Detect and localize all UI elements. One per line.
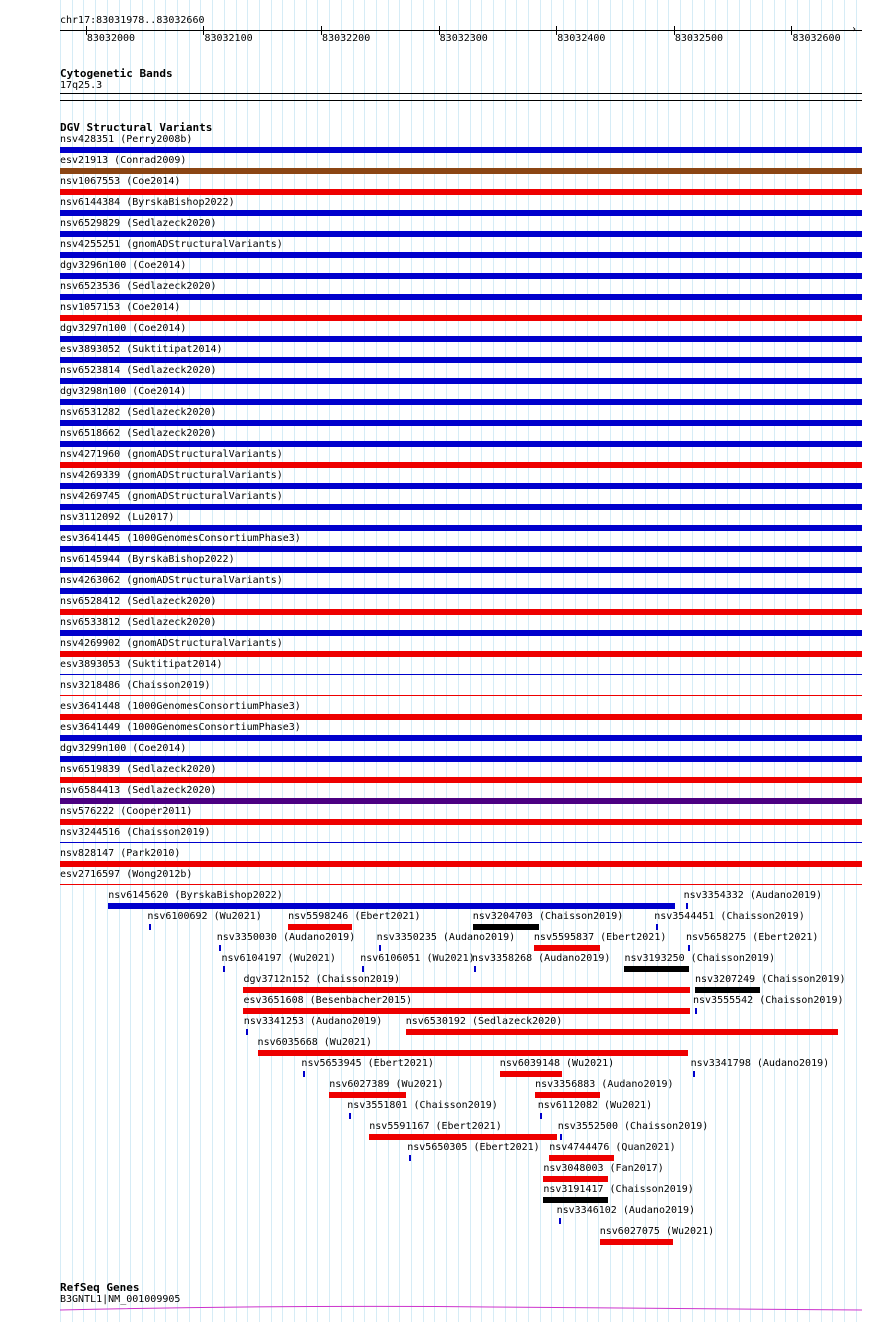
refseq-gene-label[interactable]: B3GNTL1|NM_001009905	[60, 1294, 181, 1305]
dgv-variant-bar[interactable]	[108, 903, 675, 909]
dgv-variant-bar[interactable]	[60, 147, 862, 153]
cytoband-bar-top	[60, 93, 862, 94]
dgv-variant-bar[interactable]	[303, 1071, 305, 1077]
dgv-variant-label[interactable]: esv21913 (Conrad2009)	[60, 155, 187, 166]
dgv-variant-label[interactable]: nsv6039148 (Wu2021)	[499, 1058, 615, 1069]
dgv-variant-bar[interactable]	[695, 1008, 697, 1014]
dgv-variant-bar[interactable]	[288, 924, 352, 930]
dgv-variant-label[interactable]: nsv3350235 (Audano2019)	[376, 932, 516, 943]
dgv-variant-bar[interactable]	[60, 567, 862, 573]
dgv-variant-bar[interactable]	[540, 1113, 542, 1119]
gridline	[364, 0, 365, 1322]
dgv-variant-label[interactable]: nsv1067553 (Coe2014)	[60, 176, 181, 187]
dgv-variant-bar[interactable]	[60, 315, 862, 321]
dgv-variant-label[interactable]: nsv5591167 (Ebert2021)	[369, 1121, 502, 1132]
dgv-variant-bar[interactable]	[60, 231, 862, 237]
dgv-variant-label[interactable]: nsv3218486 (Chaisson2019)	[60, 680, 211, 691]
gridline	[774, 0, 775, 1322]
ruler-range-label: chr17:83031978..83032660	[60, 15, 205, 26]
gridline	[341, 0, 342, 1322]
ruler-tick-label: 83032000	[86, 33, 136, 44]
dgv-variant-label[interactable]: nsv4744476 (Quan2021)	[549, 1142, 676, 1153]
dgv-variant-label[interactable]: nsv3544451 (Chaisson2019)	[654, 911, 805, 922]
dgv-variant-bar[interactable]	[60, 842, 862, 843]
dgv-variant-label[interactable]: nsv1057153 (Coe2014)	[60, 302, 181, 313]
dgv-variant-label[interactable]: nsv576222 (Cooper2011)	[60, 806, 193, 817]
dgv-variant-bar[interactable]	[60, 210, 862, 216]
dgv-variant-label[interactable]: nsv5598246 (Ebert2021)	[288, 911, 421, 922]
dgv-variant-label[interactable]: dgv3296n100 (Coe2014)	[60, 260, 187, 271]
dgv-variant-label[interactable]: nsv6144384 (ByrskaBishop2022)	[60, 197, 235, 208]
dgv-variant-bar[interactable]	[60, 504, 862, 510]
dgv-variant-label[interactable]: nsv828147 (Park2010)	[60, 848, 181, 859]
dgv-variant-label[interactable]: nsv6027389 (Wu2021)	[329, 1079, 444, 1090]
dgv-variant-bar[interactable]	[474, 966, 476, 972]
dgv-variant-bar[interactable]	[60, 252, 862, 258]
dgv-variant-label[interactable]: nsv4263062 (gnomADStructuralVariants)	[60, 575, 283, 586]
gridline	[832, 0, 833, 1322]
dgv-variant-bar[interactable]	[60, 609, 862, 615]
dgv-variant-label[interactable]: nsv5653945 (Ebert2021)	[301, 1058, 434, 1069]
dgv-variant-bar[interactable]	[60, 357, 862, 363]
dgv-variant-bar[interactable]	[60, 861, 862, 867]
dgv-variant-label[interactable]: esv2716597 (Wong2012b)	[60, 869, 193, 880]
dgv-variant-label[interactable]: esv3893053 (Suktitipat2014)	[60, 659, 223, 670]
dgv-variant-label[interactable]: nsv3112092 (Lu2017)	[60, 512, 175, 523]
dgv-variant-label[interactable]: esv3893052 (Suktitipat2014)	[60, 344, 223, 355]
dgv-variant-bar[interactable]	[60, 189, 862, 195]
dgv-variant-label[interactable]: nsv6519839 (Sedlazeck2020)	[60, 764, 217, 775]
dgv-variant-label[interactable]: nsv3193250 (Chaisson2019)	[624, 953, 775, 964]
dgv-variant-label[interactable]: nsv3555542 (Chaisson2019)	[693, 995, 844, 1006]
dgv-variant-label[interactable]: nsv6529829 (Sedlazeck2020)	[60, 218, 217, 229]
dgv-variant-label[interactable]: nsv6035668 (Wu2021)	[257, 1037, 372, 1048]
dgv-variant-label[interactable]: nsv6027075 (Wu2021)	[599, 1226, 715, 1237]
dgv-variant-bar[interactable]	[369, 1134, 557, 1140]
dgv-variant-bar[interactable]	[500, 1071, 562, 1077]
gridline	[727, 0, 728, 1322]
dgv-variant-label[interactable]: nsv5658275 (Ebert2021)	[685, 932, 819, 943]
gridline	[739, 0, 740, 1322]
gridline	[715, 0, 716, 1322]
dgv-variant-label[interactable]: nsv6584413 (Sedlazeck2020)	[60, 785, 217, 796]
gridline	[809, 0, 810, 1322]
dgv-variant-label[interactable]: nsv3207249 (Chaisson2019)	[695, 974, 846, 985]
dgv-variant-bar[interactable]	[60, 399, 862, 405]
gridline	[750, 0, 751, 1322]
dgv-variant-label[interactable]: nsv6112082 (Wu2021)	[537, 1100, 653, 1111]
ruler-tick-label: 83032100	[204, 33, 253, 44]
dgv-variant-bar[interactable]	[60, 483, 862, 489]
dgv-variant-label[interactable]: dgv3297n100 (Coe2014)	[60, 323, 187, 334]
dgv-variant-bar[interactable]	[624, 966, 689, 972]
cytoband-bar-bottom	[60, 100, 862, 101]
dgv-variant-bar[interactable]	[60, 777, 862, 783]
dgv-variant-label[interactable]: nsv3358268 (Audano2019)	[471, 953, 611, 964]
gridline	[294, 0, 295, 1322]
dgv-variant-bar[interactable]	[60, 420, 862, 426]
dgv-track-title: DGV Structural Variants	[60, 121, 213, 134]
dgv-variant-bar[interactable]	[543, 1197, 608, 1203]
dgv-variant-label[interactable]: nsv4269902 (gnomADStructuralVariants)	[60, 638, 283, 649]
gridline	[271, 0, 272, 1322]
dgv-variant-label[interactable]: nsv6528412 (Sedlazeck2020)	[60, 596, 217, 607]
ruler-tick-label: 83032500	[674, 33, 724, 44]
gridline	[236, 0, 237, 1322]
dgv-variant-bar[interactable]	[60, 441, 862, 447]
cytoband-label[interactable]: 17q25.3	[60, 80, 103, 91]
dgv-variant-bar[interactable]	[473, 924, 539, 930]
dgv-variant-label[interactable]: dgv3712n152 (Chaisson2019)	[243, 974, 400, 985]
dgv-variant-label[interactable]: esv3641448 (1000GenomesConsortiumPhase3)	[60, 701, 301, 712]
dgv-variant-label[interactable]: nsv6523814 (Sedlazeck2020)	[60, 365, 217, 376]
gridline	[353, 0, 354, 1322]
gridline	[540, 0, 541, 1322]
dgv-variant-bar[interactable]	[409, 1155, 411, 1161]
dgv-variant-label[interactable]: nsv6530192 (Sedlazeck2020)	[405, 1016, 563, 1027]
dgv-variant-bar[interactable]	[693, 1071, 695, 1077]
dgv-variant-label[interactable]: nsv6523536 (Sedlazeck2020)	[60, 281, 217, 292]
dgv-variant-bar[interactable]	[543, 1176, 608, 1182]
dgv-variant-label[interactable]: nsv4269745 (gnomADStructuralVariants)	[60, 491, 283, 502]
dgv-variant-label[interactable]: nsv4269339 (gnomADStructuralVariants)	[60, 470, 283, 481]
dgv-variant-bar[interactable]	[60, 651, 862, 657]
gridline	[317, 0, 318, 1322]
gridline	[797, 0, 798, 1322]
ruler-tick-label: 83032300	[439, 33, 488, 44]
dgv-variant-bar[interactable]	[535, 1092, 600, 1098]
dgv-variant-label[interactable]: esv3641449 (1000GenomesConsortiumPhase3)	[60, 722, 301, 733]
ruler-tick-label: 83032200	[322, 33, 371, 44]
dgv-variant-label[interactable]: nsv6145620 (ByrskaBishop2022)	[108, 890, 283, 901]
dgv-variant-label[interactable]: nsv4255251 (gnomADStructuralVariants)	[60, 239, 283, 250]
gridline	[306, 0, 307, 1322]
gridline	[844, 0, 845, 1322]
dgv-variant-bar[interactable]	[60, 884, 862, 885]
dgv-variant-bar[interactable]	[60, 735, 862, 741]
ruler-arrow-icon: ›	[851, 24, 858, 35]
dgv-variant-label[interactable]: nsv6106051 (Wu2021)	[360, 953, 475, 964]
dgv-variant-bar[interactable]	[686, 903, 688, 909]
dgv-variant-label[interactable]: nsv3048003 (Fan2017)	[543, 1163, 664, 1174]
gridline	[762, 0, 763, 1322]
dgv-variant-bar[interactable]	[349, 1113, 351, 1119]
dgv-variant-bar[interactable]	[149, 924, 151, 930]
dgv-variant-bar[interactable]	[60, 462, 862, 468]
dgv-variant-bar[interactable]	[60, 168, 862, 174]
gridline	[528, 0, 529, 1322]
dgv-variant-bar[interactable]	[379, 945, 381, 951]
dgv-variant-bar[interactable]	[60, 273, 862, 279]
dgv-variant-bar[interactable]	[406, 1029, 839, 1035]
gridline	[282, 0, 283, 1322]
gridline	[551, 0, 552, 1322]
ruler-tick-label: 83032600	[792, 33, 841, 44]
dgv-variant-bar[interactable]	[60, 674, 862, 675]
dgv-variant-label[interactable]: nsv6518662 (Sedlazeck2020)	[60, 428, 217, 439]
dgv-variant-label[interactable]: nsv3204703 (Chaisson2019)	[472, 911, 624, 922]
gridline	[785, 0, 786, 1322]
dgv-variant-bar[interactable]	[329, 1092, 405, 1098]
dgv-variant-bar[interactable]	[60, 294, 862, 300]
gridline	[329, 0, 330, 1322]
dgv-variant-label[interactable]: nsv3350030 (Audano2019)	[216, 932, 356, 943]
dgv-variant-bar[interactable]	[246, 1029, 248, 1035]
dgv-variant-label[interactable]: nsv3244516 (Chaisson2019)	[60, 827, 211, 838]
dgv-variant-label[interactable]: esv3641445 (1000GenomesConsortiumPhase3)	[60, 533, 301, 544]
dgv-variant-bar[interactable]	[656, 924, 658, 930]
dgv-variant-label[interactable]: esv3651608 (Besenbacher2015)	[243, 995, 413, 1006]
dgv-variant-bar[interactable]	[60, 378, 862, 384]
dgv-variant-bar[interactable]	[60, 336, 862, 342]
dgv-variant-bar[interactable]	[258, 1050, 688, 1056]
dgv-variant-bar[interactable]	[223, 966, 225, 972]
dgv-variant-label[interactable]: nsv6145944 (ByrskaBishop2022)	[60, 554, 235, 565]
gridline	[821, 0, 822, 1322]
dgv-variant-bar[interactable]	[60, 630, 862, 636]
dgv-variant-label[interactable]: nsv4271960 (gnomADStructuralVariants)	[60, 449, 283, 460]
dgv-variant-bar[interactable]	[219, 945, 221, 951]
gridline	[516, 0, 517, 1322]
dgv-variant-bar[interactable]	[362, 966, 364, 972]
gridline	[247, 0, 248, 1322]
dgv-variant-bar[interactable]	[60, 588, 862, 594]
dgv-variant-label[interactable]: nsv6531282 (Sedlazeck2020)	[60, 407, 217, 418]
dgv-variant-bar[interactable]	[243, 987, 690, 993]
dgv-variant-bar[interactable]	[560, 1134, 562, 1140]
dgv-variant-bar[interactable]	[549, 1155, 614, 1161]
dgv-variant-label[interactable]: nsv3552500 (Chaisson2019)	[557, 1121, 709, 1132]
dgv-variant-bar[interactable]	[688, 945, 690, 951]
dgv-variant-bar[interactable]	[600, 1239, 673, 1245]
cytobands-track-title: Cytogenetic Bands	[60, 67, 173, 80]
dgv-variant-label[interactable]: nsv3191417 (Chaisson2019)	[543, 1184, 694, 1195]
refseq-track-title: RefSeq Genes	[60, 1281, 140, 1294]
dgv-variant-label[interactable]: nsv3341253 (Audano2019)	[243, 1016, 383, 1027]
dgv-variant-label[interactable]: dgv3299n100 (Coe2014)	[60, 743, 187, 754]
dgv-variant-label[interactable]: nsv6104197 (Wu2021)	[221, 953, 336, 964]
dgv-variant-bar[interactable]	[60, 714, 862, 720]
dgv-variant-bar[interactable]	[243, 1008, 690, 1014]
dgv-variant-label[interactable]: nsv3356883 (Audano2019)	[535, 1079, 674, 1090]
refseq-gene-line[interactable]	[60, 1300, 862, 1314]
dgv-variant-label[interactable]: nsv3346102 (Audano2019)	[556, 1205, 696, 1216]
ruler-tick-label: 83032400	[557, 33, 606, 44]
ruler-axis	[60, 30, 862, 31]
dgv-variant-bar[interactable]	[60, 525, 862, 531]
dgv-variant-bar[interactable]	[60, 695, 862, 696]
dgv-variant-bar[interactable]	[534, 945, 600, 951]
dgv-variant-label[interactable]: nsv6100692 (Wu2021)	[147, 911, 262, 922]
gridline	[259, 0, 260, 1322]
dgv-variant-bar[interactable]	[60, 546, 862, 552]
dgv-variant-label[interactable]: nsv3354332 (Audano2019)	[683, 890, 823, 901]
gridline	[856, 0, 857, 1322]
dgv-variant-label[interactable]: nsv6533812 (Sedlazeck2020)	[60, 617, 217, 628]
dgv-variant-label[interactable]: nsv3551801 (Chaisson2019)	[347, 1100, 498, 1111]
dgv-variant-bar[interactable]	[60, 819, 862, 825]
dgv-variant-bar[interactable]	[60, 756, 862, 762]
dgv-variant-label[interactable]: nsv3341798 (Audano2019)	[690, 1058, 830, 1069]
dgv-variant-label[interactable]: nsv5650305 (Ebert2021)	[407, 1142, 540, 1153]
dgv-variant-label[interactable]: dgv3298n100 (Coe2014)	[60, 386, 187, 397]
dgv-variant-bar[interactable]	[695, 987, 760, 993]
dgv-variant-label[interactable]: nsv428351 (Perry2008b)	[60, 134, 193, 145]
dgv-variant-label[interactable]: nsv5595837 (Ebert2021)	[533, 932, 667, 943]
dgv-variant-bar[interactable]	[559, 1218, 561, 1224]
gridline	[505, 0, 506, 1322]
dgv-variant-bar[interactable]	[60, 798, 862, 804]
